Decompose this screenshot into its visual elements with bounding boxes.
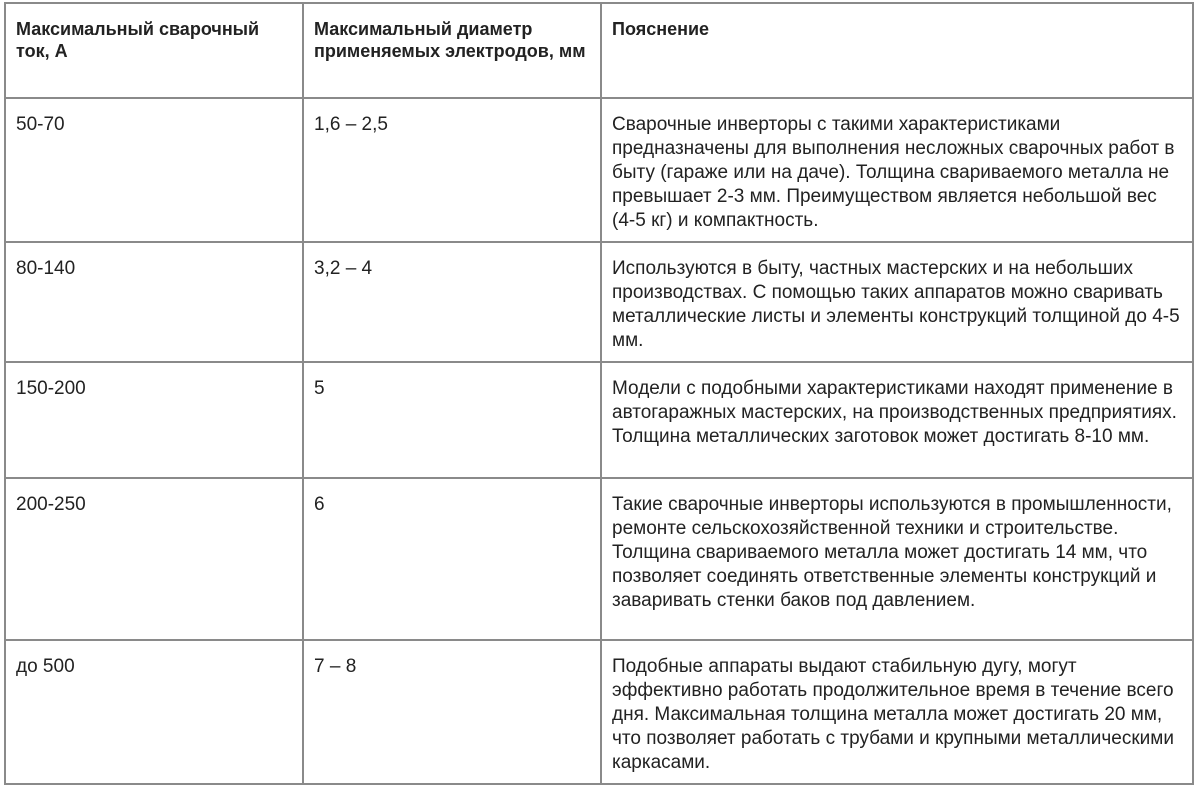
cell-diameter: 5 (303, 362, 601, 478)
welding-inverter-table (4, 2, 1194, 785)
header-max-electrode-diameter: Максимальный диаметр применяемых электродов, мм (303, 3, 601, 98)
cell-diameter: 6 (303, 478, 601, 640)
header-explanation: Пояснение (601, 3, 1193, 98)
cell-note: Подобные аппараты выдают стабильную дугу, могут эффективно работать продолжительное время в течение всего дня. Максимальная толщина металла может достигать 20 мм, что позволяет работать с трубами и крупными металлическими каркасами. (601, 640, 1193, 784)
table-row (5, 478, 1193, 640)
cell-current: 80-140 (5, 242, 303, 362)
table-container (4, 2, 1194, 785)
cell-current: 50-70 (5, 98, 303, 242)
table-row (5, 362, 1193, 478)
cell-note: Модели с подобными характеристиками находят применение в автогаражных мастерских, на производственных предприятиях. Толщина металлических заготовок может достигать 8-10 мм. (601, 362, 1193, 478)
cell-note: Используются в быту, частных мастерских и на небольших производствах. С помощью таких аппаратов можно сваривать металлические листы и элементы конструкций толщиной до 4-5 мм. (601, 242, 1193, 362)
table-row (5, 98, 1193, 242)
header-max-current: Максимальный сварочный ток, А (5, 3, 303, 98)
cell-note: Сварочные инверторы с такими характеристиками предназначены для выполнения несложных сварочных работ в быту (гараже или на даче). Толщина свариваемого металла не превышает 2-3 мм. Преимуществом является небольшой вес (4-5 кг) и компактность. (601, 98, 1193, 242)
cell-note: Такие сварочные инверторы используются в промышленности, ремонте сельскохозяйственной техники и строительстве. Толщина свариваемого металла может достигать 14 мм, что позволяет соединять ответственные элементы конструкций и заваривать стенки баков под давлением. (601, 478, 1193, 640)
cell-current: до 500 (5, 640, 303, 784)
table-header-row (5, 3, 1193, 98)
table-row (5, 640, 1193, 784)
cell-diameter: 1,6 – 2,5 (303, 98, 601, 242)
cell-diameter: 7 – 8 (303, 640, 601, 784)
cell-diameter: 3,2 – 4 (303, 242, 601, 362)
table-row (5, 242, 1193, 362)
cell-current: 150-200 (5, 362, 303, 478)
cell-current: 200-250 (5, 478, 303, 640)
